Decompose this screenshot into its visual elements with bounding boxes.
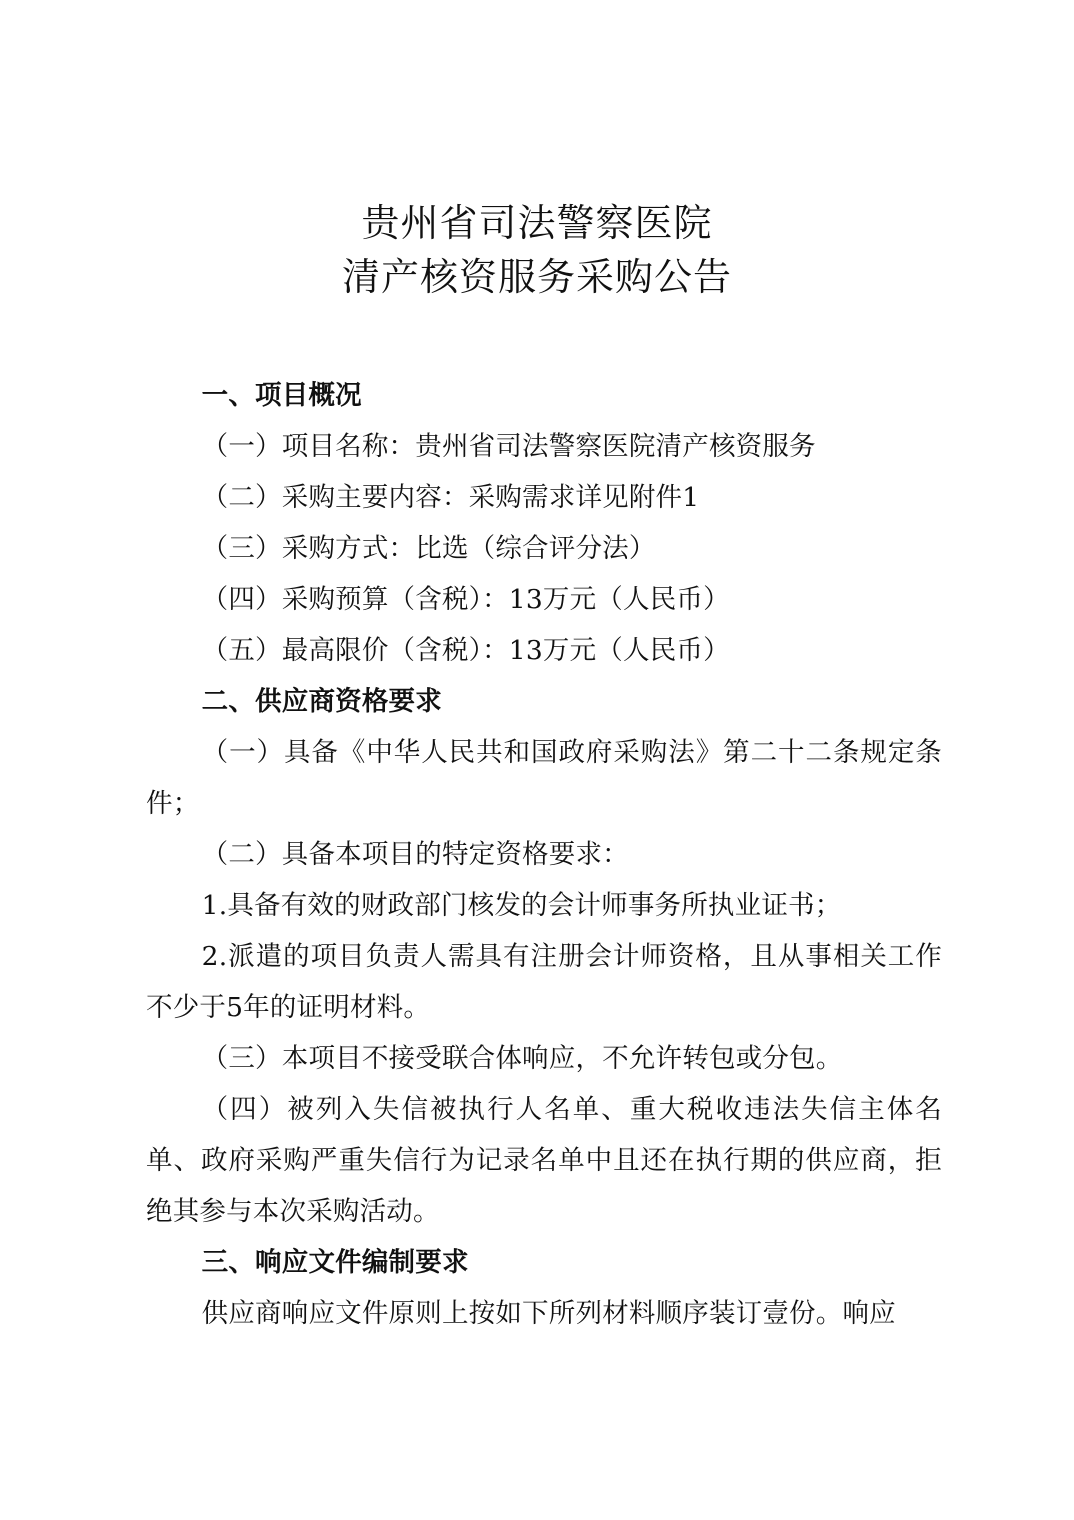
paragraph: （二）具备本项目的特定资格要求： xyxy=(201,839,629,870)
paragraph: （一）具备《中华人民共和国政府采购法》第二十二条规定条件； xyxy=(146,737,942,819)
section-heading-response-docs: 三、响应文件编制要求 xyxy=(201,1247,469,1278)
section-heading-overview: 一、项目概况 xyxy=(201,380,362,411)
paragraph: （一）项目名称：贵州省司法警察医院清产核资服务 xyxy=(201,431,816,462)
paragraph: （二）采购主要内容：采购需求详见附件1 xyxy=(201,482,700,513)
section-heading-qualifications: 二、供应商资格要求 xyxy=(201,686,442,717)
document-body xyxy=(146,370,942,1339)
paragraph: 供应商响应文件原则上按如下所列材料顺序装订壹份。响应 xyxy=(201,1298,896,1329)
paragraph: （四）采购预算（含税）：13万元（人民币） xyxy=(201,584,730,615)
paragraph: （四）被列入失信被执行人名单、重大税收违法失信主体名单、政府采购严重失信行为记录名单中且还在执行期的供应商，拒绝其参与本次采购活动。 xyxy=(146,1094,942,1227)
title-line-1: 贵州省司法警察医院 xyxy=(361,201,713,245)
document-title xyxy=(0,196,1074,304)
paragraph: 1.具备有效的财政部门核发的会计师事务所执业证书； xyxy=(201,890,842,921)
title-line-2: 清产核资服务采购公告 xyxy=(341,255,732,299)
paragraph: （五）最高限价（含税）：13万元（人民币） xyxy=(201,635,730,666)
paragraph: 2.派遣的项目负责人需具有注册会计师资格，且从事相关工作不少于5年的证明材料。 xyxy=(146,941,942,1023)
paragraph: （三）采购方式：比选（综合评分法） xyxy=(201,533,656,564)
paragraph: （三）本项目不接受联合体响应，不允许转包或分包。 xyxy=(201,1043,843,1074)
